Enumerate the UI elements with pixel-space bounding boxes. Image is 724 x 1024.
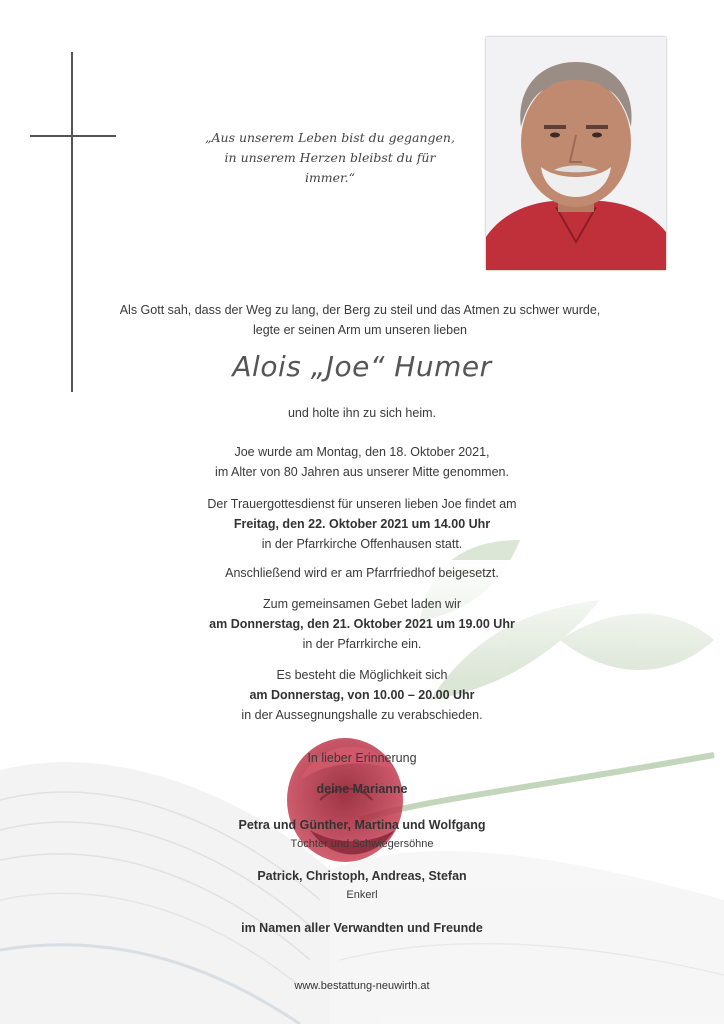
grandchildren-relation: Enkerl (346, 889, 378, 901)
death-notice (112, 442, 612, 482)
relatives-text (112, 918, 612, 938)
funeral-line: Der Trauergottesdienst für unseren lieben Joe findet am (207, 497, 517, 511)
farewell-date: am Donnerstag, von 10.00 – 20.00 Uhr (249, 688, 475, 702)
intro-line: Als Gott sah, dass der Weg zu lang, der Berg zu steil und das Atmen zu schwer wurde, (119, 303, 601, 317)
wife-line: deine Marianne (316, 782, 408, 796)
memorial-quote (180, 128, 480, 188)
funeral-date: Freitag, den 22. Oktober 2021 um 14.00 Uhr (233, 517, 491, 531)
farewell-line: in der Aussegnungshalle zu verabschieden. (241, 708, 483, 722)
death-line: Joe wurde am Montag, den 18. Oktober 2021, (234, 445, 490, 459)
funeral-home-website[interactable]: www.bestattung-neuwirth.at (294, 980, 430, 992)
children-names (112, 815, 612, 853)
burial-line: Anschließend wird er am Pfarrfriedhof beigesetzt. (225, 566, 499, 580)
quote-line: in unserem Herzen bleibst du für (224, 150, 436, 165)
in-memory-text (112, 748, 612, 768)
quote-line: „Aus unserem Leben bist du gegangen, (205, 130, 455, 145)
relatives-line: im Namen aller Verwandten und Freunde (241, 921, 483, 935)
memory-line: In lieber Erinnerung (307, 751, 417, 765)
intro-text (60, 300, 660, 340)
grandchildren-line: Patrick, Christoph, Andreas, Stefan (257, 869, 467, 883)
prayer-date: am Donnerstag, den 21. Oktober 2021 um 19.00 Uhr (209, 617, 515, 631)
prayer-info (112, 594, 612, 654)
farewell-line: Es besteht die Möglichkeit sich (276, 668, 448, 682)
portrait-photo (486, 37, 666, 270)
quote-line: immer.“ (304, 170, 356, 185)
cross-vertical-bar (71, 52, 73, 392)
prayer-line: in der Pfarrkirche ein. (302, 637, 422, 651)
burial-info (112, 563, 612, 583)
children-line: Petra und Günther, Martina und Wolfgang (238, 818, 486, 832)
taken-home-line: und holte ihn zu sich heim. (287, 406, 436, 420)
death-line: im Alter von 80 Jahren aus unserer Mitte genommen. (215, 465, 509, 479)
funeral-service-info (112, 494, 612, 554)
children-relation: Töchter und Schwiegersöhne (290, 838, 434, 850)
taken-home-text (112, 403, 612, 423)
grandchildren-names (112, 866, 612, 904)
wife-name (112, 779, 612, 799)
cross-horizontal-bar (30, 135, 116, 137)
intro-line: legte er seinen Arm um unseren lieben (252, 323, 467, 337)
deceased-name: Alois „Joe“ Humer (232, 350, 492, 383)
farewell-info (112, 665, 612, 725)
funeral-line: in der Pfarrkirche Offenhausen statt. (261, 537, 463, 551)
prayer-line: Zum gemeinsamen Gebet laden wir (262, 597, 461, 611)
